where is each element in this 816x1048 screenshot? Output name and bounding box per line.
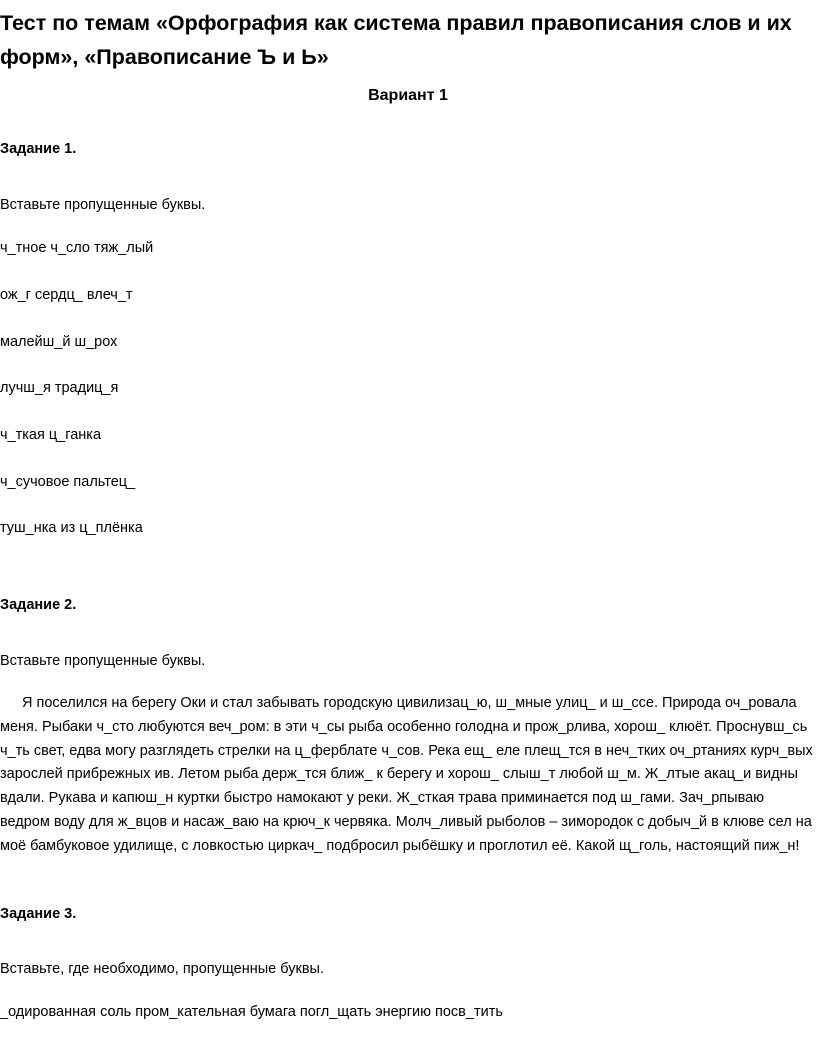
task3-line: _одированная соль пром_кательная бумага погл_щать энергию посв_тить [0,1004,503,1020]
variant-heading: Вариант 1 [368,87,448,104]
task3-heading: Задание 3. [0,906,77,922]
document-title: Тест по темам «Орфография как система правил правописания слов и их форм», «Правописание Ъ и Ь» [0,11,792,69]
task2-instruction: Вставьте пропущенные буквы. [0,653,206,669]
task1-line-5: ч_ткая ц_ганка [0,427,102,443]
task1-line-3: малейш_й ш_рох [0,334,118,350]
task1-line-1: ч_тное ч_сло тяж_лый [0,240,154,256]
task1-line-6: ч_сучовое пальтец_ [0,474,136,490]
task2-text: Я поселился на берегу Оки и стал забывать городскую цивилизац_ю, ш_мные улиц_ и ш_ссе. Природа оч_ровала меня. Рыбаки ч_сто любуются веч_ром: в эти ч_сы рыба особенно голодна и прож_рлива, хорош_ клюёт. Проснувш_сь ч_ть свет, едва могу разглядеть стрелки на ц_ферблате ч_сов. Река ещ_ еле плещ_тся в неч_тких оч_ртаниях курч_вых зарослей прибрежных ив. Летом рыба держ_тся ближ_ к берегу и хорош_ слыш_т любой ш_м. Ж_лтые акац_и видны вдали. Рукава и капюш_н куртки быстро намокают у реки. Ж_сткая трава приминается под ш_гами. Зач_рпываю ведром воду для ж_вцов и насаж_ваю на крюч_к червяка. Молч_ливый рыболов – зимородок с добыч_й в клюве сел на моё бамбуковое удилище, с ловкостью циркач_ подбросил рыбёшку и проглотил её. Какой щ_голь, настоящий пиж_н! [0,695,813,854]
task2-heading: Задание 2. [0,597,77,613]
task3-instruction: Вставьте, где необходимо, пропущенные буквы. [0,961,324,977]
task1-line-7: туш_нка из ц_плёнка [0,520,143,536]
task1-line-2: ож_г сердц_ влеч_т [0,287,133,303]
task1-instruction: Вставьте пропущенные буквы. [0,197,206,213]
task1-heading: Задание 1. [0,141,77,157]
task1-line-4: лучш_я традиц_я [0,380,119,396]
